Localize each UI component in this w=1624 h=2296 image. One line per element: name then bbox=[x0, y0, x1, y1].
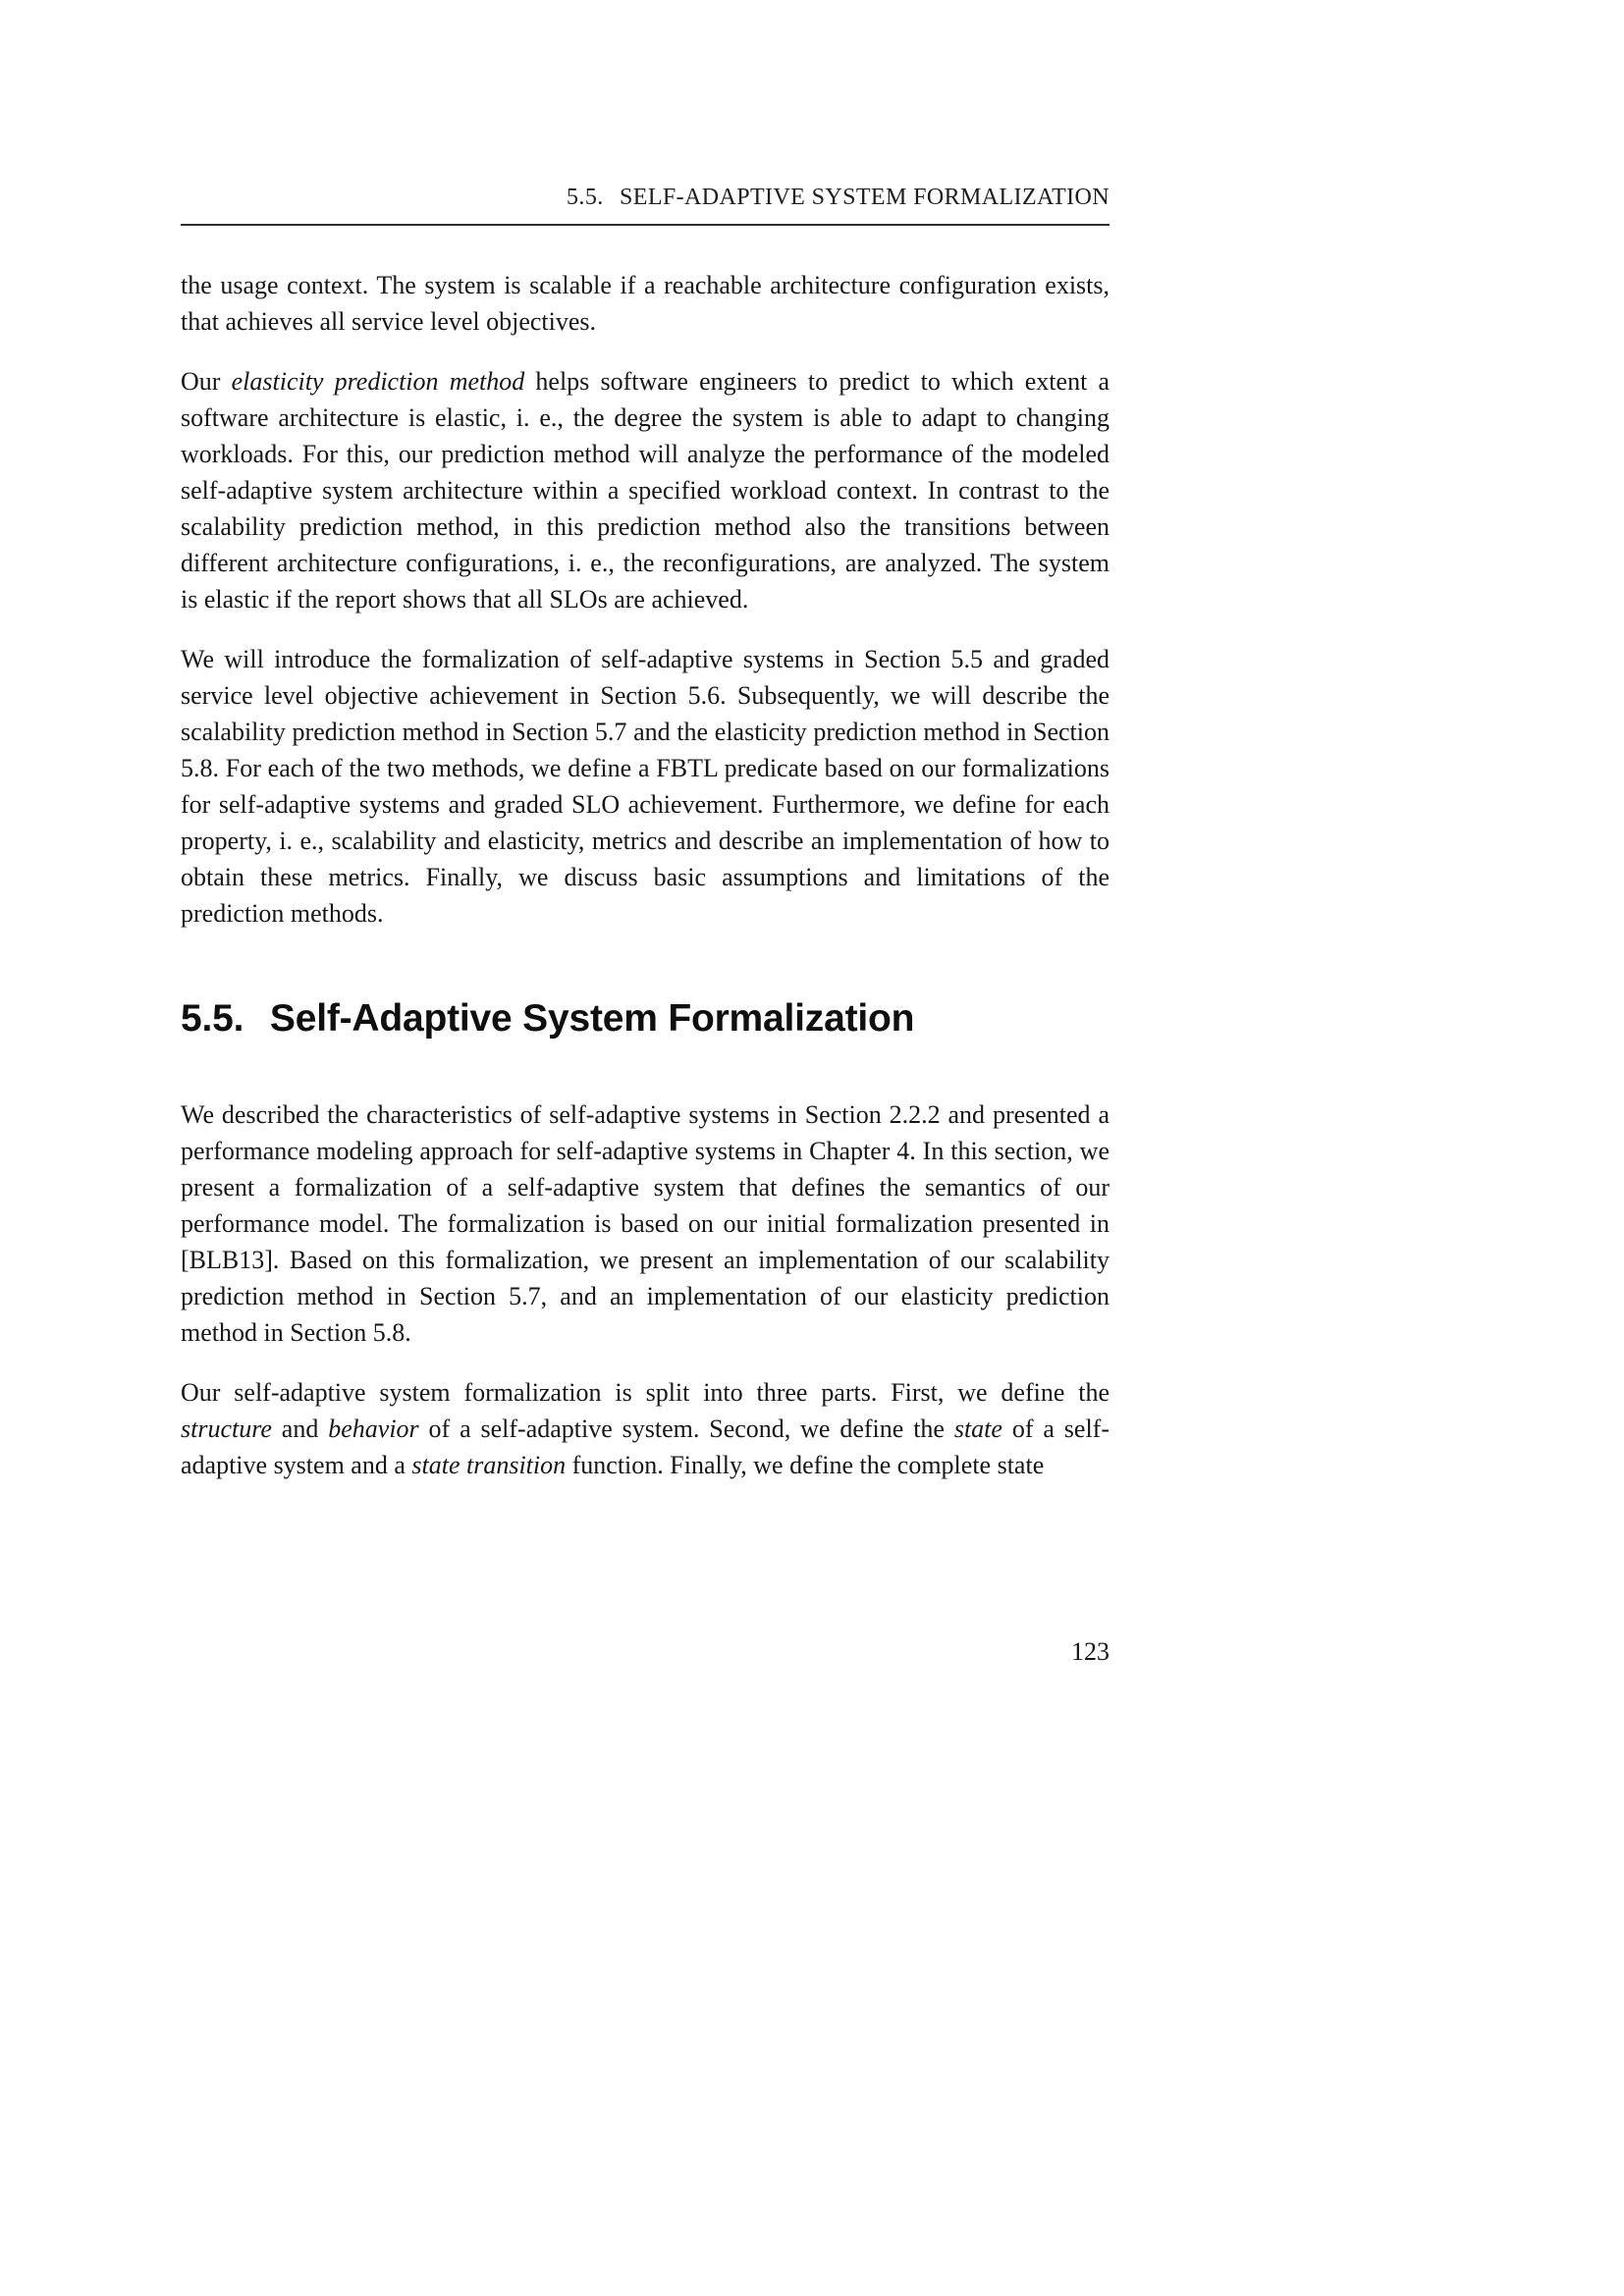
paragraph bbox=[181, 1374, 1110, 1483]
emphasized-text: elasticity prediction method bbox=[231, 367, 525, 396]
running-header-section-number: 5.5. bbox=[567, 185, 604, 210]
emphasized-text: state bbox=[953, 1415, 1002, 1443]
text-run: helps software engineers to predict to which extent a software architecture is elastic, i. e., the degree the system is able to adapt to changing workloads. For this, our prediction method will analyze the performance of the modeled self-adaptive system architecture within a specified workload context. In contrast to the scalability prediction method, in this prediction method also the transitions between different architecture configurations, i. e., the reconfigurations, are analyzed. The system is elastic if the report shows that all SLOs are achieved. bbox=[181, 367, 1110, 614]
emphasized-text: state transition bbox=[411, 1451, 567, 1479]
running-header-title: SELF-ADAPTIVE SYSTEM FORMALIZATION bbox=[620, 185, 1110, 210]
paragraph bbox=[181, 363, 1110, 617]
emphasized-text: behavior bbox=[328, 1415, 419, 1443]
text-run: and bbox=[271, 1415, 329, 1443]
text-run: of a self-adaptive system and a bbox=[181, 1415, 1110, 1479]
running-header bbox=[181, 183, 1110, 226]
paragraph bbox=[181, 267, 1110, 340]
section-heading bbox=[181, 996, 1110, 1041]
text-run: of a self-adaptive system. Second, we define the bbox=[418, 1415, 954, 1443]
text-block bbox=[181, 183, 1110, 1507]
paragraph bbox=[181, 641, 1110, 932]
intro-paragraphs bbox=[181, 267, 1110, 932]
paragraph bbox=[181, 1096, 1110, 1351]
section-title: Self-Adaptive System Formalization bbox=[269, 997, 915, 1040]
text-run: We described the characteristics of self-adaptive systems in Section 2.2.2 and presented a performance modeling approach for self-adaptive systems in Chapter 4. In this section, we present a formalization of a self-adaptive system that defines the semantics of our performance model. The formalization is based on our initial formalization presented in [BLB13]. Based on this formalization, we present an implementation of our scalability prediction method in Section 5.7, and an implementation of our elasticity prediction method in Section 5.8. bbox=[181, 1100, 1110, 1347]
emphasized-text: structure bbox=[181, 1415, 272, 1443]
section-number: 5.5. bbox=[181, 997, 244, 1040]
text-run: We will introduce the formalization of self-adaptive systems in Section 5.5 and graded service level objective achievement in Section 5.6. Subsequently, we will describe the scalability prediction method in Section 5.7 and the elasticity prediction method in Section 5.8. For each of the two methods, we define a FBTL predicate based on our formalizations for self-adaptive systems and graded SLO achievement. Furthermore, we define for each property, i. e., scalability and elasticity, metrics and describe an implementation of how to obtain these metrics. Finally, we discuss basic assumptions and limitations of the prediction methods. bbox=[181, 645, 1110, 928]
text-run: Our bbox=[181, 367, 232, 396]
page-number: 123 bbox=[1071, 1637, 1110, 1666]
section-paragraphs bbox=[181, 1096, 1110, 1483]
text-run: Our self-adaptive system formalization is split into three parts. First, we define the bbox=[181, 1378, 1110, 1407]
text-run: the usage context. The system is scalable if a reachable architecture configuration exists, that achieves all service level objectives. bbox=[181, 271, 1110, 336]
text-run: function. Finally, we define the complete state bbox=[566, 1451, 1045, 1479]
